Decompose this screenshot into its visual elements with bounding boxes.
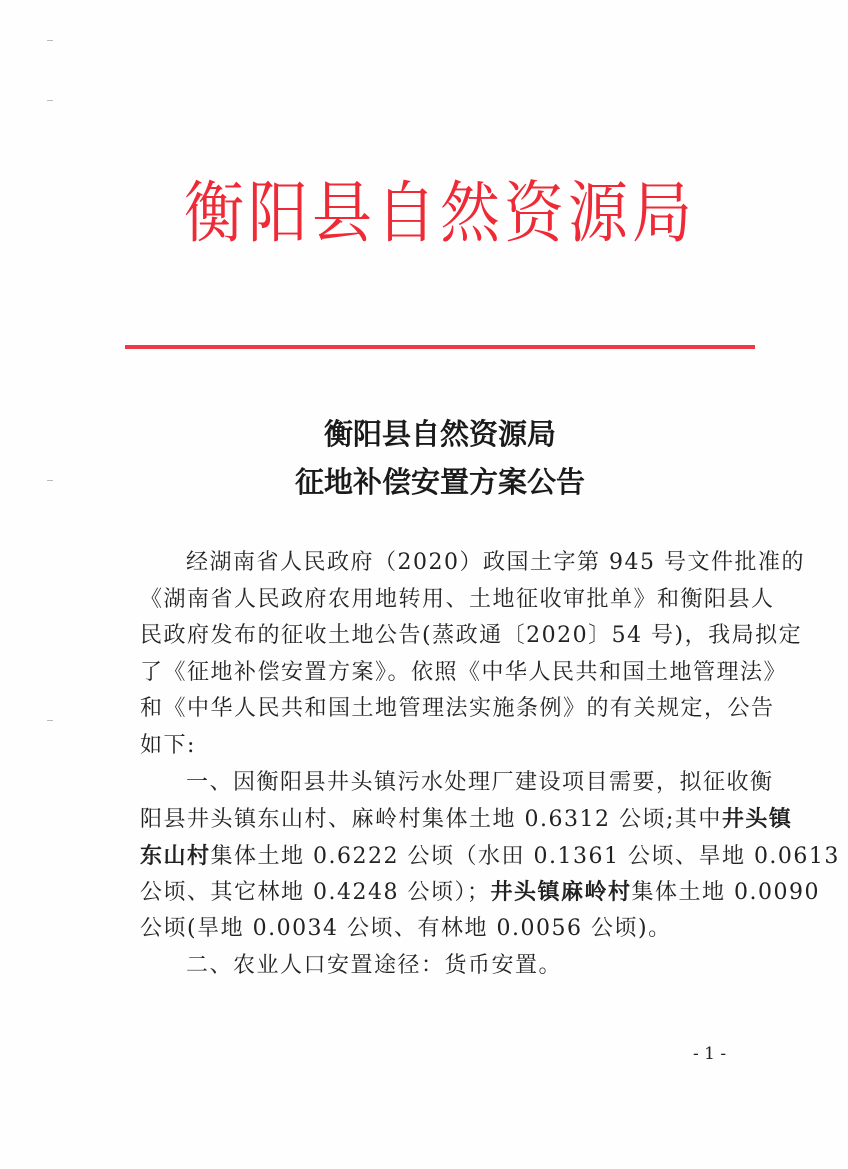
body-line [140,911,772,948]
bold-text-segment: 井头镇麻岭村 [490,879,632,906]
document-body [140,545,840,984]
red-divider [125,345,755,349]
document-title-line-2: 征地补偿安置方案公告 [294,465,585,499]
body-line [140,618,803,655]
text-segment: 了《征地补偿安置方案》。依照《中华人民共和国土地管理法》 [140,659,788,685]
body-line [140,582,775,619]
body-line [140,691,775,728]
scan-mark [47,40,53,41]
text-segment: 一、因衡阳县井头镇污水处理厂建设项目需要，拟征收衡 [186,769,774,795]
text-segment: 阳县井头镇东山村、麻岭村集体土地 0.6312 公顷;其中 [140,807,722,833]
body-line [140,765,772,802]
scan-mark [47,720,53,721]
text-segment: 如下: [140,732,196,758]
text-segment: 集体土地 0.0090 [631,880,820,906]
body-line [140,545,805,582]
body-line [140,801,793,838]
text-segment: 《湖南省人民政府农用地转用、土地征收审批单》和衡阳县人 [140,586,775,612]
text-segment: 公顷、其它林地 0.4248 公顷）； [140,880,491,906]
body-line [140,728,772,765]
text-segment: 和《中华人民共和国土地管理法实施条例》的有关规定，公告 [140,696,775,722]
body-line [140,948,772,985]
text-segment: 民政府发布的征收土地公告(蒸政通〔2020〕54 号)，我局拟定 [140,623,803,649]
body-line [140,874,820,911]
bold-text-segment: 井头镇 [721,806,793,833]
text-segment: 经湖南省人民政府（2020）政国土字第 945 号文件批准的 [186,550,805,575]
body-line [140,838,840,875]
text-segment: 二、农业人口安置途径：货币安置。 [186,952,563,978]
scan-mark [47,100,53,101]
text-segment: 公顷(旱地 0.0034 公顷、有林地 0.0056 公顷)。 [140,915,672,941]
masthead-red-header: 衡阳县自然资源局 [184,174,696,253]
document-title-line-1: 衡阳县自然资源局 [323,417,556,451]
body-line [140,655,788,692]
bold-text-segment: 东山村 [140,842,211,869]
page-number: - 1 - [693,1044,727,1064]
text-segment: 集体土地 0.6222 公顷（水田 0.1361 公顷、旱地 0.0613 [210,843,840,869]
